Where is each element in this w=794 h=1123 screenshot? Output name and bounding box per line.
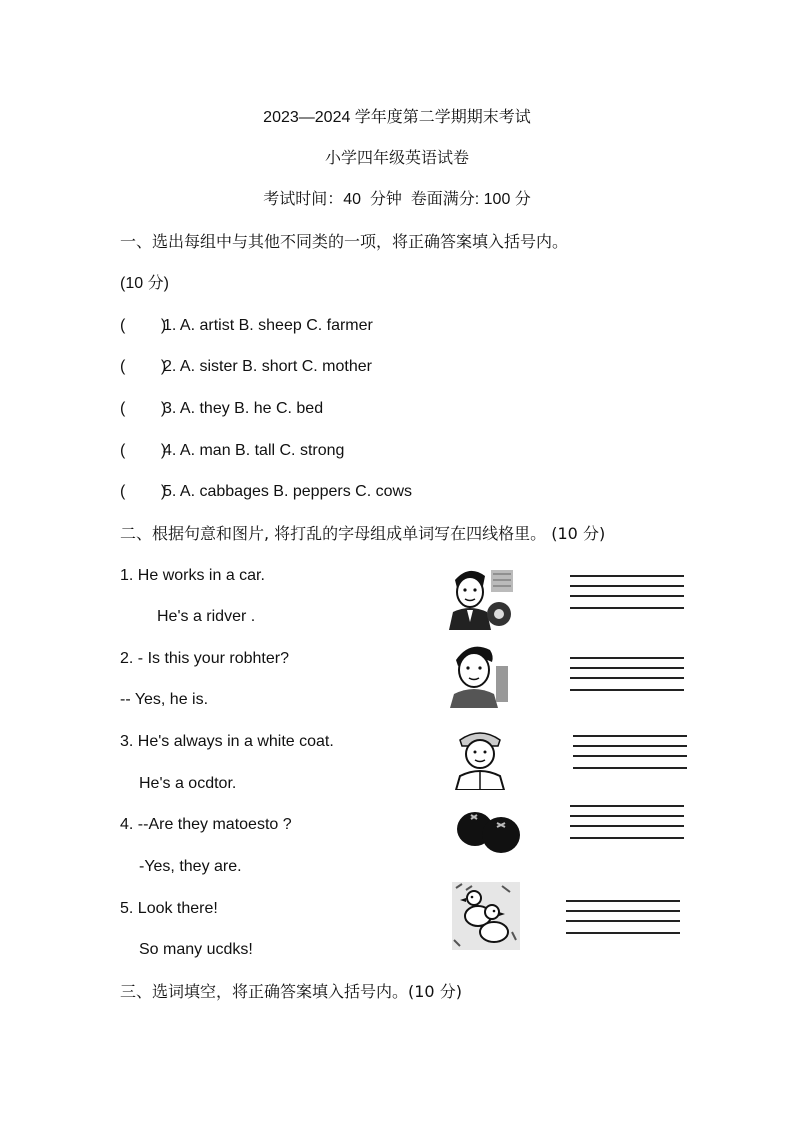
four-line-grid[interactable] <box>570 805 684 841</box>
section1-score: (10 分) <box>120 275 169 292</box>
section1-heading: 一、选出每组中与其他不同类的一项，将正确答案填入括号内。 <box>120 232 569 251</box>
section2-question: 2. - Is this your robhter? <box>120 650 289 667</box>
tomatoes-picture <box>455 805 521 857</box>
four-line-grid[interactable] <box>570 657 684 693</box>
section1-question: 3. A. they B. he C. bed <box>163 400 324 417</box>
section2-question-detail: So many ucdks! <box>139 941 253 958</box>
section1-answer-paren[interactable]: ( ) <box>120 358 167 375</box>
exam-subtitle: 小学四年级英语试卷 <box>324 150 469 167</box>
section1-answer-paren[interactable]: ( ) <box>120 317 167 334</box>
section1-question: 5. A. cabbages B. peppers C. cows <box>163 483 413 500</box>
section2-question: 5. Look there! <box>120 900 218 917</box>
section1-question: 1. A. artist B. sheep C. farmer <box>163 317 373 334</box>
section1-answer-paren[interactable]: ( ) <box>120 442 167 459</box>
four-line-grid[interactable] <box>570 575 684 611</box>
ducks-picture <box>452 882 520 950</box>
section1-answer-paren[interactable]: ( ) <box>120 400 167 417</box>
section2-question-detail: He's a ocdtor. <box>139 775 237 792</box>
section1-answer-paren[interactable]: ( ) <box>120 483 167 500</box>
exam-info: 考试时间：40 分钟 卷面满分: 100 分 <box>263 191 531 208</box>
four-line-grid[interactable] <box>566 900 680 936</box>
section3-heading: 三、选词填空，将正确答案填入括号内。(10 分) <box>120 982 462 1001</box>
doctor-picture <box>450 726 510 790</box>
exam-title: 2023—2024 学年度第二学期期末考试 <box>263 109 531 126</box>
section2-question: 3. He's always in a white coat. <box>120 733 334 750</box>
section2-question-detail: -Yes, they are. <box>139 858 242 875</box>
section2-question-detail: -- Yes, he is. <box>120 691 209 708</box>
section1-question: 2. A. sister B. short C. mother <box>163 358 372 375</box>
brother-picture <box>450 640 510 708</box>
four-line-grid[interactable] <box>573 735 687 771</box>
section2-question: 4. --Are they matoesto ? <box>120 816 292 833</box>
driver-picture <box>447 562 517 630</box>
section2-heading: 二、根据句意和图片, 将打乱的字母组成单词写在四线格里。 (10 分) <box>120 524 606 543</box>
section2-question-detail: He's a ridver . <box>157 608 256 625</box>
section1-question: 4. A. man B. tall C. strong <box>163 442 345 459</box>
section2-question: 1. He works in a car. <box>120 567 265 584</box>
